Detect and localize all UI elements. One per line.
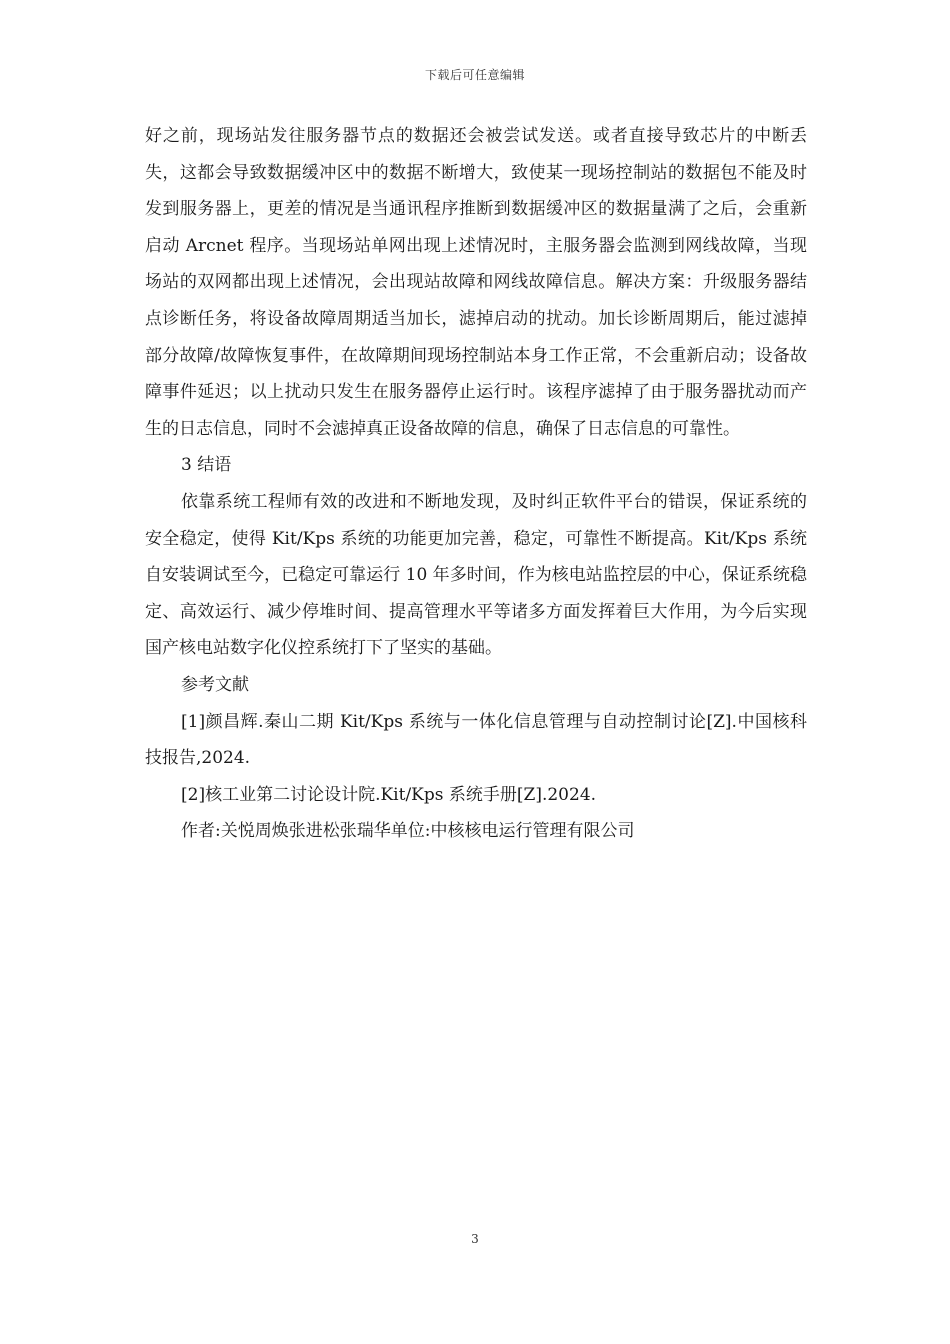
reference-item-2: [2]核工业第二讨论设计院.Kit/Kps 系统手册[Z].2024. [181,784,597,805]
page-number: 3 [471,1232,479,1246]
references-heading: 参考文献 [181,674,249,695]
body-paragraph-continued: 好之前，现场站发往服务器节点的数据还会被尝试发送。或者直接导致芯片的中断丢失，这都会导致数据缓冲区中的数据不断增大，致使某一现场控制站的数据包不能及时发到服务器上，更差的情况是当通讯程序推断到数据缓冲区的数据量满了之后，会重新启动 Arcnet 程序。当现场站单网出现上述情况时，主服务器会监测到网线故障，当现场站的双网都出现上述情况，会出现站故障和网线故障信息。解决方案：升级服务器结点诊断任务，将设备故障周期适当加长，滤掉启动的扰动。加长诊断周期后，能过滤掉部分故障/故障恢复事件，在故障期间现场控制站本身工作正常，不会重新启动；设备故障事件延迟；以上扰动只发生在服务器停止运行时。该程序滤掉了由于服务器扰动而产生的日志信息，同时不会滤掉真正设备故障的信息，确保了日志信息的可靠性。 [145,126,807,439]
body-paragraph-conclusion: 依靠系统工程师有效的改进和不断地发现，及时纠正软件平台的错误，保证系统的安全稳定，使得 Kit/Kps 系统的功能更加完善，稳定，可靠性不断提高。Kit/Kps 系统自安装调试至今，已稳定可靠运行 10 年多时间，作为核电站监控层的中心，保证系统稳定、高效运行、减少停堆时间、提高管理水平等诸多方面发挥着巨大作用，为今后实现国产核电站数字化仪控系统打下了坚实的基础。 [145,491,807,659]
reference-item-1: [1]颜昌辉.秦山二期 Kit/Kps 系统与一体化信息管理与自动控制讨论[Z].中国核科技报告,2024. [145,711,807,769]
section-heading-conclusion: 3 结语 [181,455,232,476]
document-body [145,118,807,850]
page-header: 下载后可任意编辑 [424,68,525,82]
author-affiliation-line: 作者:关悦周焕张进松张瑞华单位:中核核电运行管理有限公司 [181,821,635,842]
